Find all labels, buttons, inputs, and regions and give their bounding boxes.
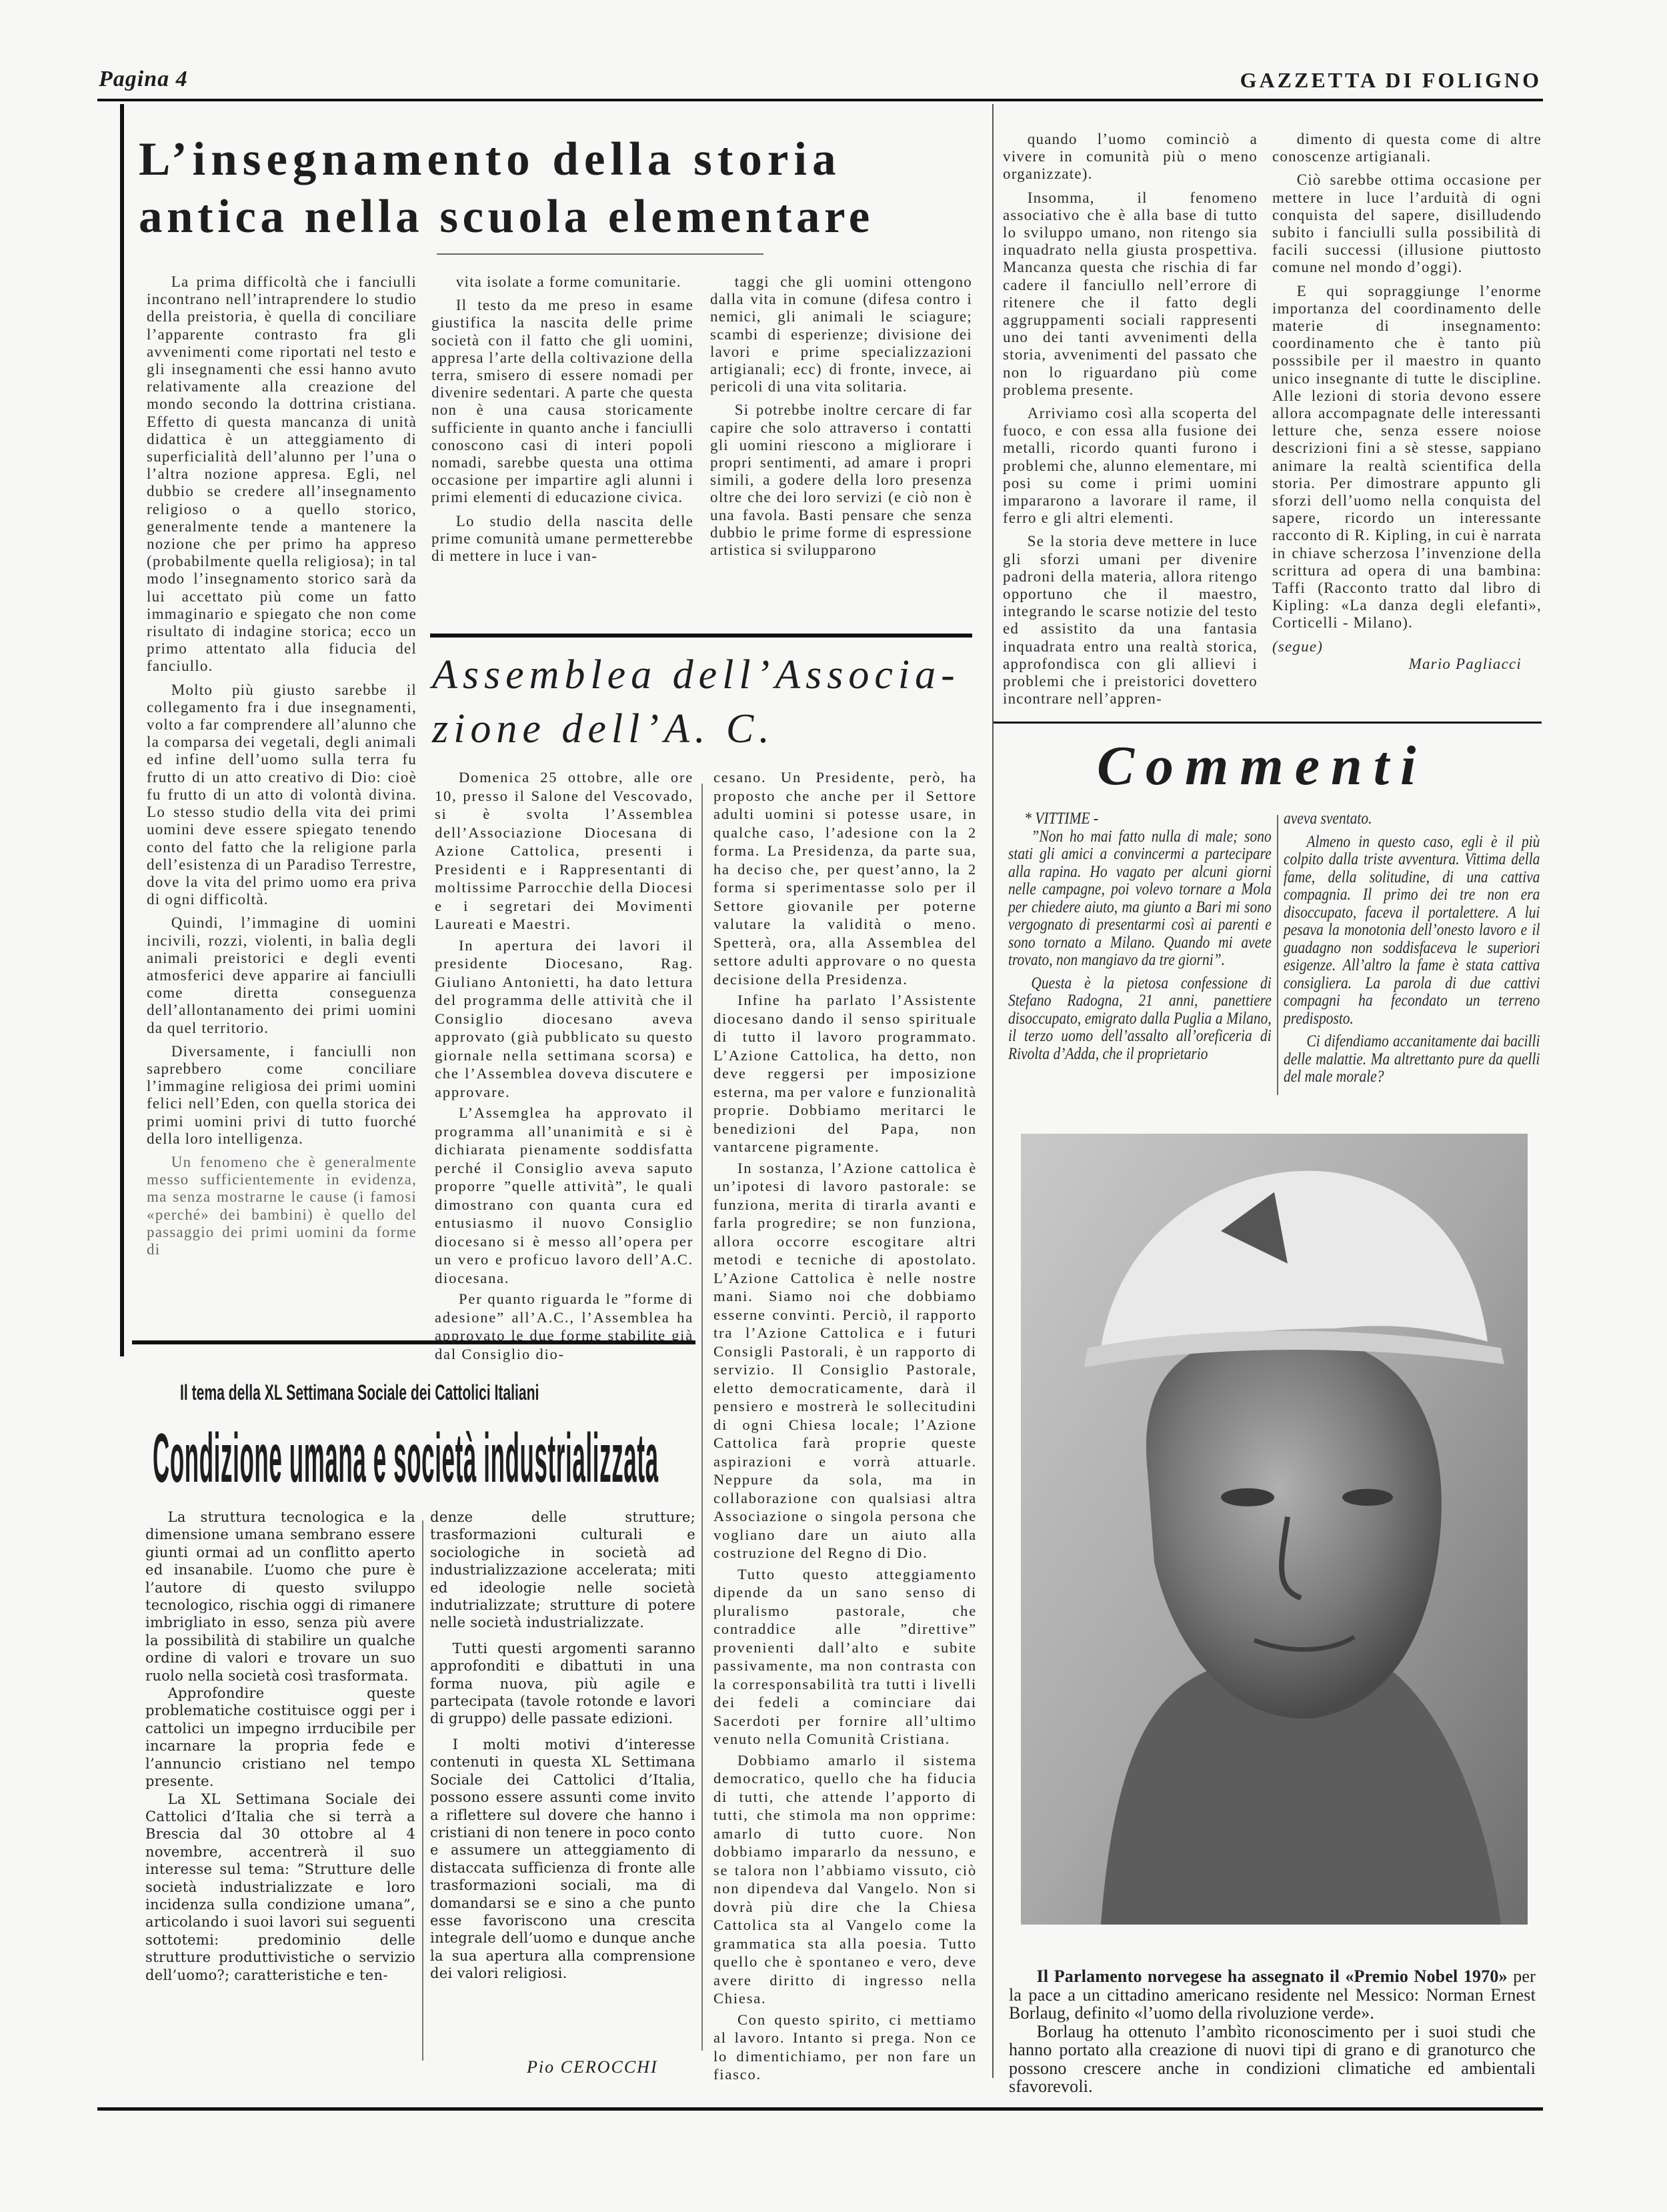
paragraph: E qui sopraggiunge l’enorme importanza del coordinamento delle materie di insegnamento: coordinamento che è tanto più posssibile per il maestro in quanto unico insegnante di tutte le discipline. Alle lezioni di storia devono essere allora accompagnate delle interessanti letture che, senza essere noiose descrizioni fini a sè stesse, sappiano animare la realtà scientifica della storia. Per dimostrare appunto gli sforzi dell’uomo nella conquista del sapere, ricordo un interessante racconto di R. Kipling, in cui è narrata in chiave scherzosa l’invenzione della scrittura ad opera di una bambina: Taffi (Racconto tratto dal libro di Kipling: «La danza degli elefanti», Corticelli - Milano).	[1272, 282, 1542, 632]
paragraph: quando l’uomo cominciò a vivere in comunità più o meno organizzate).	[1003, 131, 1258, 183]
paragraph: Per quanto riguarda le ”forme di adesione” all’A.C., l’Assemblea ha approvato le due forme stabilite già dal Consiglio dio-	[435, 1290, 693, 1362]
portrait-image	[1021, 1134, 1528, 1925]
article-author: Mario Pagliacci	[1408, 655, 1522, 672]
footer-rule	[97, 2107, 1543, 2111]
assembly-title	[432, 650, 979, 754]
condition-column-divider	[422, 1520, 423, 2061]
paragraph: Un fenomeno che è generalmente messo sufficientemente in evidenza, ma senza mostrarne le cause (i famosi «perché» dei bambini) è quello del passaggio dei primi uomini da forme di	[147, 1153, 417, 1258]
paragraph: denze delle strutture; trasformazioni culturali e sociologiche in società ad industrializzazione accelerata; miti ed ideologie nelle società indutrializzate; strutture di potere nelle società industrializzate.	[430, 1509, 695, 1631]
condition-column-1	[145, 1508, 415, 1984]
paragraph: Approfondire queste problematiche costituisce oggi per i cattolici un impegno irrducibile per incarnare la propria fede e l’annuncio cristiano nel tempo presente.	[145, 1685, 415, 1790]
history-column-1	[147, 273, 417, 1264]
newspaper-name: GAZZETTA DI FOLIGNO	[1240, 68, 1542, 92]
paragraph: In apertura dei lavori il presidente Diocesano, Rag. Giuliano Antonietti, ha dato lettura del programma delle attività che il Consiglio diocesano aveva approvato (già pubblicato su questo giornale nella settimana scorsa) e che l’Assemblea doveva discutere e approvare.	[435, 936, 693, 1100]
condition-author: Pio CEROCCHI	[527, 2057, 658, 2077]
paragraph: Ci difendiamo accanitamente dai bacilli delle malattie. Ma altrettanto pure da quelli del male morale?	[1284, 1032, 1540, 1086]
condition-title: Condizione umana e società industrializzata	[153, 1420, 659, 1497]
paragraph: Diversamente, i fanciulli non saprebbero come conciliare l’immagine religiosa dei primi uomini felici nell’Eden, con quella storica dei primi uomini privi di tutto fuorché della loro intelligenza.	[147, 1042, 417, 1147]
paragraph: Domenica 25 ottobre, alle ore 10, presso il Salone del Vescovado, si è svolta l’Assemblea dell’Associazione Diocesana di Azione Cattolica, presenti i Presidenti e i Rappresentanti di moltissime Parrocchie della Diocesi e i segretari dei Movimenti Laureati e Maestri.	[435, 769, 693, 932]
comments-column-2	[1284, 810, 1540, 1092]
paragraph: Tutti questi argomenti saranno approfonditi e dibattuti in una forma nuova, più agile e partecipata (tavole rotonde e lavori di gruppo) delle passate edizioni.	[430, 1640, 695, 1727]
history-column-5	[1272, 131, 1542, 673]
paragraph: In sostanza, l’Azione cattolica è un’ipotesi di lavoro pastorale: se funziona, merita di tirarla avanti e farla progredire; se non funziona, allora occorre escogitare altri metodi e tecniche di apostolato. L’Azione Cattolica è nelle nostre mani. Siamo noi che dobbiamo esserne convinti. Perciò, il rapporto tra l’Azione Cattolica e i futuri Consigli Pastorali, è un rapporto di servizio. Il Consiglio Pastorale, eletto democraticamente, darà il pensiero e mostrerà le sollecitudini di ogni Chiesa locale; l’Azione Cattolica farà proprie queste aspirazioni e vorrà attuarle. Neppure da sola, ma in collaborazione con qualsiasi altra Associazione o singola persona che vogliano dare un aiuto alla costruzione del Regno di Dio.	[713, 1159, 977, 1561]
caption-lead: Il Parlamento norvegese ha assegnato il «Premio Nobel 1970»	[1036, 1967, 1508, 1986]
paragraph: cesano. Un Presidente, però, ha proposto che anche per il Settore adulti uomini si potesse usare, in qualche caso, l’adesione con la 2 forma. La Presidenza, da parte sua, ha deciso che, per quest’anno, la 2 forma si sperimentasse solo per il Settore giovanile per poterne valutare la validità o meno. Spetterà, ora, alla Assemblea del settore adulti approvare o no questa decisione della Presidenza.	[713, 769, 977, 988]
paragraph: I molti motivi d’interesse contenuti in questa XL Settimana Sociale dei Cattolici d’Italia, possono essere assunti come invito a riflettere sul dovere che hanno i cristiani di non tenere in poco conto e assumere un atteggiamento di distaccata sufficienza di fronte alle trasformazioni sociali, ma di domandarsi se e sino a che punto esse favoriscono una crescita integrale dell’uomo e dunque anche la sua apertura alla comprensione dei valori religiosi.	[430, 1736, 695, 1982]
column-divider	[992, 104, 994, 2078]
paragraph: La prima difficoltà che i fanciulli incontrano nell’intraprendere lo studio della preistoria, è quella di conciliare l’apparente contrasto fra gli avvenimenti come riportati nel testo e gli insegnamenti che essi hanno avuto relativamente alla creazione del mondo secondo la dottrina cristiana. Effetto di questa mancanza di unità didattica è un atteggiamento di superficialità dell’alunno per l’una o l’altra nozione appresa. Egli, nel dubbio se credere all’insegnamento religioso o a quello storico, generalmente tende a mantenere la nozione che per primo ha appreso (probabilmente quella religiosa); in tal modo l’insegnamento storico sarà da lui accettato più come un fatto immaginario e spiegato che non come risultato di indagine storica; ecco un primo attentato alla fiducia del fanciullo.	[147, 273, 417, 675]
title-underline	[437, 253, 763, 255]
paragraph: Se la storia deve mettere in luce gli sforzi umani per divenire padroni della materia, allora ritengo opportuno che il maestro, integrando le scarse notizie del testo ed assistito da una fantasia inquadrata entro una realtà storica, approfondisca con gli allievi i problemi che i preistorici dovettero incontrare nell’appren-	[1003, 533, 1258, 708]
condition-column-2	[430, 1508, 695, 1983]
paragraph: Dobbiamo amarlo il sistema democratico, quello che ha fiducia di tutti, che attende l’apporto di tutti, che stimola ma non opprime: amarlo di tutto cuore. Non dobbiamo impararlo da nessuno, e se talora non l’abbiamo vissuto, ciò non dipendeva dal Vangelo. Non si dovrà più dire che la Chiesa Cattolica sta al Vangelo come la grammatica sta alla poesia. Tutto quello che è spontaneo e vero, deve avere diritto di ingresso nella Chiesa.	[713, 1751, 977, 2007]
caption-paragraph	[1009, 1967, 1536, 2023]
paragraph: La XL Settimana Sociale dei Cattolici d’Italia che si terrà a Brescia dal 30 ottobre al 4 novembre, accentrerà il suo interesse sul tema: ”Strutture delle società industrializzate e loro incidenza sulla condizione umana”, articolando i suoi lavori sui seguenti sottotemi: predominio delle strutture produttivistiche o servizio dell’uomo?; caratteristiche e ten-	[145, 1791, 415, 1983]
article-title-line2: antica nella scuola elementare	[139, 191, 874, 243]
comments-column-1	[1008, 810, 1272, 1068]
paragraph: Almeno in questo caso, egli è il più colpito dalla triste avventura. Vittima della fame, della solitudine, di una cattiva compagnia. Il primo dei tre non era disoccupato, faceva il portalettere. A lui pesava la monotonia dell’onesto lavoro e il guadagno non soddisfaceva le superiori esigenze. All’altro la fame è stata cattiva consigliera. La parola di due cattivi compagni ha fecondato un terreno predisposto.	[1284, 832, 1540, 1028]
page-number: Pagina 4	[99, 67, 188, 91]
paragraph: Insomma, il fenomeno associativo che è alla base di tutto lo sviluppo umano, non ritengo sia inquadrato nella giusta prospettiva. Mancanza questa che rischia di far cadere il fanciullo nell’errore di ritenere che il fatto degli aggruppamenti sociali rappresenti uno dei tanti avvenimenti della storia, avvenimenti del passato che non lo riguardano più come problema presente.	[1003, 189, 1258, 398]
header-rule	[97, 99, 1543, 101]
assembly-column-2	[713, 768, 977, 2087]
rule-under-history	[430, 634, 972, 638]
continued-label: (segue)	[1272, 638, 1324, 655]
rule-above-comments	[994, 722, 1542, 724]
article-title-line1: L’insegnamento della storia	[139, 133, 842, 185]
left-vertical-rule	[120, 104, 124, 1356]
photo-caption	[1009, 1967, 1536, 2096]
assembly-column-1	[435, 768, 693, 1366]
paragraph: taggi che gli uomini ottengono dalla vita in comune (difesa contro i nemici, gli animali le sciagure; scambi di esperienze; divisione dei lavori e prime specializzazioni artigianali; ecc) di fronte, invece, ai pericoli di una vita solitaria.	[710, 273, 972, 395]
paragraph: Lo studio della nascita delle prime comunità umane permetterebbe di mettere in luce i van-	[431, 512, 693, 565]
condition-kicker: Il tema della XL Settimana Sociale dei Cattolici Italiani	[180, 1380, 539, 1404]
history-column-2	[431, 273, 693, 571]
caption-paragraph: Borlaug ha ottenuto l’ambìto riconoscimento per i suoi studi che hanno portato alla creazione di nuovi tipi di grano e di granoturco che possono crescere anche in condizioni climatiche ed ambientali sfavorevoli.	[1009, 2021, 1536, 2096]
assembly-title-line2: zione dell’A. C.	[432, 706, 775, 752]
history-column-4	[1003, 131, 1258, 714]
comments-column-divider	[1277, 815, 1278, 1095]
paragraph: Questa è la pietosa confessione di Stefano Radogna, 21 anni, panettiere disoccupato, emigrato dalla Puglia a Milano, il terzo uomo dell’assalto all’oreficeria di Rivolta d’Adda, che il proprietario	[1008, 974, 1272, 1063]
paragraph: dimento di questa come di altre conoscenze artigianali.	[1272, 131, 1542, 165]
paragraph: Quindi, l’immagine di uomini incivili, rozzi, violenti, in balìa degli animali preistorici e degli eventi atmosferici deve apparire ai fanciulli come diretta conseguenza dell’allontanamento dei primi uomini da quel territorio.	[147, 914, 417, 1036]
paragraph: vita isolate a forme comunitarie.	[455, 273, 681, 290]
paragraph: La struttura tecnologica e la dimensione umana sembrano essere giunti ormai ad un conflitto aperto ed insanabile. L’uomo che pure è l’autore di questo sviluppo tecnologico, rischia oggi di rimanere imbrigliato in esso, senza più avere la possibilità di stabilire un qualche ordine di valori e trovare un suo ruolo nella società così trasformata.	[145, 1509, 415, 1684]
paragraph: Molto più giusto sarebbe il collegamento fra i due insegnamenti, volto a far comprendere all’alunno che la comparsa dei vegetali, degli animali ed infine dell’uomo sulla terra fu frutto di un atto creativo di Dio: cioè fu frutto di un atto di volontà divina. Lo stesso studio della vita dei primi uomini deve essere spiegato tenendo conto del fatto che la religione parla dell’esistenza di un Paradiso Terrestre, dove la vita del primo uomo era priva di ogni difficoltà.	[147, 681, 417, 908]
portrait-photo	[1021, 1134, 1528, 1925]
comments-section-label: * VITTIME -	[1024, 810, 1099, 828]
paragraph: L’Assemglea ha approvato il programma all’unanimità e si è dichiarata pienamente soddisfatta perché il Consiglio aveva saputo proporre ”quelle attività”, le quali dimostrano con quanta cura ed entusiasmo il nuovo Consiglio diocesano si è messo all’opera per un vero e proficuo lavoro dell’A.C. diocesana.	[435, 1104, 693, 1286]
paragraph: Arriviamo così alla scoperta del fuoco, e con essa alla fusione dei metalli, ricordo quanti furono i problemi che, alunno elementare, mi posi su come i primi uomini impararono a lavorare il rame, il ferro e gli altri elementi.	[1003, 405, 1258, 527]
paragraph: Tutto questo atteggiamento dipende da un sano senso di pluralismo pastorale, che contraddice alle ”direttive” provenienti dall’alto e subite passivamente, ma non contrasta con la corresponsabilità tra tutti i livelli dei fedeli a cominciare dai Sacerdoti per fornire all’ultimo venuto nella Comunità Cristiana.	[713, 1565, 977, 1747]
article-title	[139, 131, 979, 245]
paragraph: Con questo spirito, ci mettiamo al lavoro. Intanto si prega. Non ce lo dimentichiamo, per non fare un fiasco.	[713, 2011, 977, 2083]
paragraph: Il testo da me preso in esame giustifica la nascita delle prime società con il fatto che gli uomini, appresa l’arte della coltivazione della terra, smisero di essere nomadi per divenire sedentari. A parte che questa non è una causa storicamente sufficiente in quanto anche i fanciulli conoscono casi di interi popoli nomadi, sarebbe questa una ottima occasione per impartire agli alunni i primi elementi di educazione civica.	[431, 297, 693, 506]
paragraph: Si potrebbe inoltre cercare di far capire che solo attraverso i contatti gli uomini riescono a migliorare i propri sentimenti, ad amare i propri simili, a godere della loro presenza oltre che dei loro servizi (e ciò non è una favola. Basti pensare che senza dubbio le prime forme di espressione artistica si svilupparono	[710, 401, 972, 559]
history-column-3	[710, 273, 972, 565]
paragraph: Infine ha parlato l’Assistente diocesano dando il senso spirituale di tutto il lavoro programmato. L’Azione Cattolica, ha detto, non deve reggersi per imposizione esterna, ma per valore e funzionalità proprie. Dobbiamo meritarci le benedizioni del Papa, non vantarcene pigramente.	[713, 992, 977, 1155]
paragraph: aveva sventato.	[1284, 810, 1372, 828]
paragraph: ”Non ho mai fatto nulla di male; sono stati gli amici a convincermi a partecipare alla rapina. Ho vagato per alcuni giorni nelle campagne, poi volevo tornare a Mola per chiedere aiuto, ma giunto a Bari mi sono vergognato di presentarmi così ai parenti e sono tornato a Milano. Quando mi avete trovato, non mangiavo da tre giorni”.	[1008, 827, 1272, 969]
assembly-title-line1: Assemblea dell’Associa-	[432, 652, 960, 698]
paragraph: Ciò sarebbe ottima occasione per mettere in luce l’arduità di ogni conquista del sapere, disilludendo subito i fanciulli sulla possibilità di facili successi (illusione piuttosto comune nel mondo d’oggi).	[1272, 171, 1542, 276]
assembly-column-divider	[701, 784, 703, 2051]
comments-title: Commenti	[1097, 735, 1428, 797]
caption-rest: per la pace a un cittadino americano residente nel Messico: Norman Ernest Borlaug, definito «l’uomo della rivoluzione verde».	[1009, 1967, 1536, 2023]
